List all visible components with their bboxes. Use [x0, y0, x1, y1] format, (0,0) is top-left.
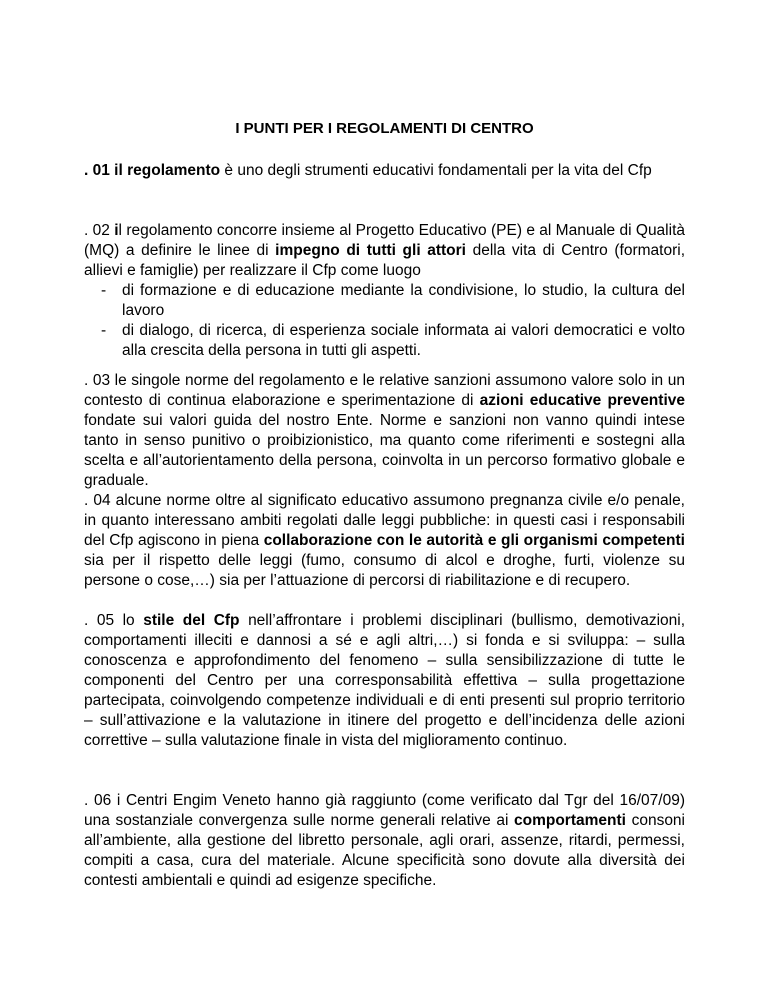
paragraph-06-bold: comportamenti — [514, 812, 626, 829]
paragraph-01-text: è uno degli strumenti educativi fondamentali per la vita del Cfp — [220, 162, 652, 179]
paragraph-01 — [84, 161, 685, 181]
list-item-text: di formazione e di educazione mediante la condivisione, lo studio, la cultura del lavoro — [122, 282, 685, 319]
paragraph-03-text-a: . 03 le singole norme del regolamento e le relative sanzioni assumono valore solo in un contesto di continua elaborazione e sperimentazione di — [84, 372, 685, 409]
paragraph-01-lead: il — [114, 162, 123, 179]
paragraph-04-text-b: sia per il rispetto delle leggi (fumo, consumo di alcol e droghe, furti, violenze su persone o cose,…) sia per l’attuazione di percorsi di riabilitazione e di recupero. — [84, 552, 685, 589]
paragraph-02-text-b: della vita di Centro (formatori, allievi e famiglie) per realizzare il Cfp come luogo — [84, 242, 686, 279]
paragraph-02-bold: impegno di tutti gli attori — [275, 242, 466, 259]
paragraph-04 — [84, 491, 685, 591]
paragraph-02-number: . 02 — [84, 222, 110, 239]
paragraph-01-number: . 01 — [84, 162, 110, 179]
list-item — [84, 321, 685, 361]
list-dash: - — [101, 282, 107, 299]
list-dash: - — [101, 322, 107, 339]
paragraph-04-text-a: . 04 alcune norme oltre al significato educativo assumono pregnanza civile e/o penale, in quanto interessano ambiti regolati dalle leggi pubbliche: in questi casi i responsabili del Cfp agiscono in piena — [84, 492, 685, 549]
paragraph-05-text-b: nell’affrontare i problemi disciplinari (bullismo, demotivazioni, comportamenti illeciti e dannosi a sé e agli altri,…) si fonda e si sviluppa: – sulla conoscenza e approfondimento del fenomeno – sulla sensibilizzazione di tutte le componenti del Centro per una corresponsabilità effettiva – sulla progettazione partecipata, coinvolgendo competenze individuali e di enti presenti sul proprio territorio – sull’attivazione e la valutazione in itinere del progetto e dell’incidenza delle azioni correttive – sulla valutazione finale in vista del miglioramento continuo. — [84, 612, 686, 749]
paragraph-05-text-a: . 05 lo — [84, 612, 144, 629]
list-item — [84, 281, 685, 321]
paragraph-03 — [84, 371, 685, 491]
paragraph-03-text-b: fondate sui valori guida del nostro Ente. Norme e sanzioni non vanno quindi intese tanto in senso punitivo o proibizionistico, ma quanto come riferimenti e sostegni alla scelta e all’autorientamento della persona, coinvolta in un percorso formativo globale e graduale. — [84, 412, 685, 489]
paragraph-02 — [84, 221, 685, 361]
paragraph-02-intro — [84, 221, 685, 281]
paragraph-01-bold: regolamento — [127, 162, 221, 179]
paragraph-05-bold: stile del Cfp — [143, 612, 240, 629]
paragraph-06-text-b: consoni all’ambiente, alla gestione del libretto personale, agli orari, assenze, ritardi, permessi, compiti a casa, cura del materiale. Alcune specificità sono dovute alla diversità dei contesti ambientali e quindi ad esigenze specifiche. — [84, 812, 685, 889]
paragraph-06-text-a: . 06 i Centri Engim Veneto hanno già raggiunto (come verificato dal Tgr del 16/07/09) una sostanziale convergenza sulle norme generali relative ai — [84, 792, 685, 829]
paragraph-06 — [84, 791, 685, 891]
document-title: I PUNTI PER I REGOLAMENTI DI CENTRO — [235, 120, 534, 137]
paragraph-03-bold: azioni educative preventive — [479, 392, 685, 409]
paragraph-02-list — [84, 281, 685, 361]
list-item-text: di dialogo, di ricerca, di esperienza sociale informata ai valori democratici e volto alla crescita della persona in tutti gli aspetti. — [122, 322, 685, 359]
paragraph-05 — [84, 611, 685, 751]
paragraph-04-bold: collaborazione con le autorità e gli organismi competenti — [263, 532, 685, 549]
paragraph-02-lead-letter: i — [114, 222, 119, 239]
paragraph-02-text-a: l regolamento concorre insieme al Progetto Educativo (PE) e al Manuale di Qualità (MQ) a definire le linee di — [84, 222, 685, 259]
